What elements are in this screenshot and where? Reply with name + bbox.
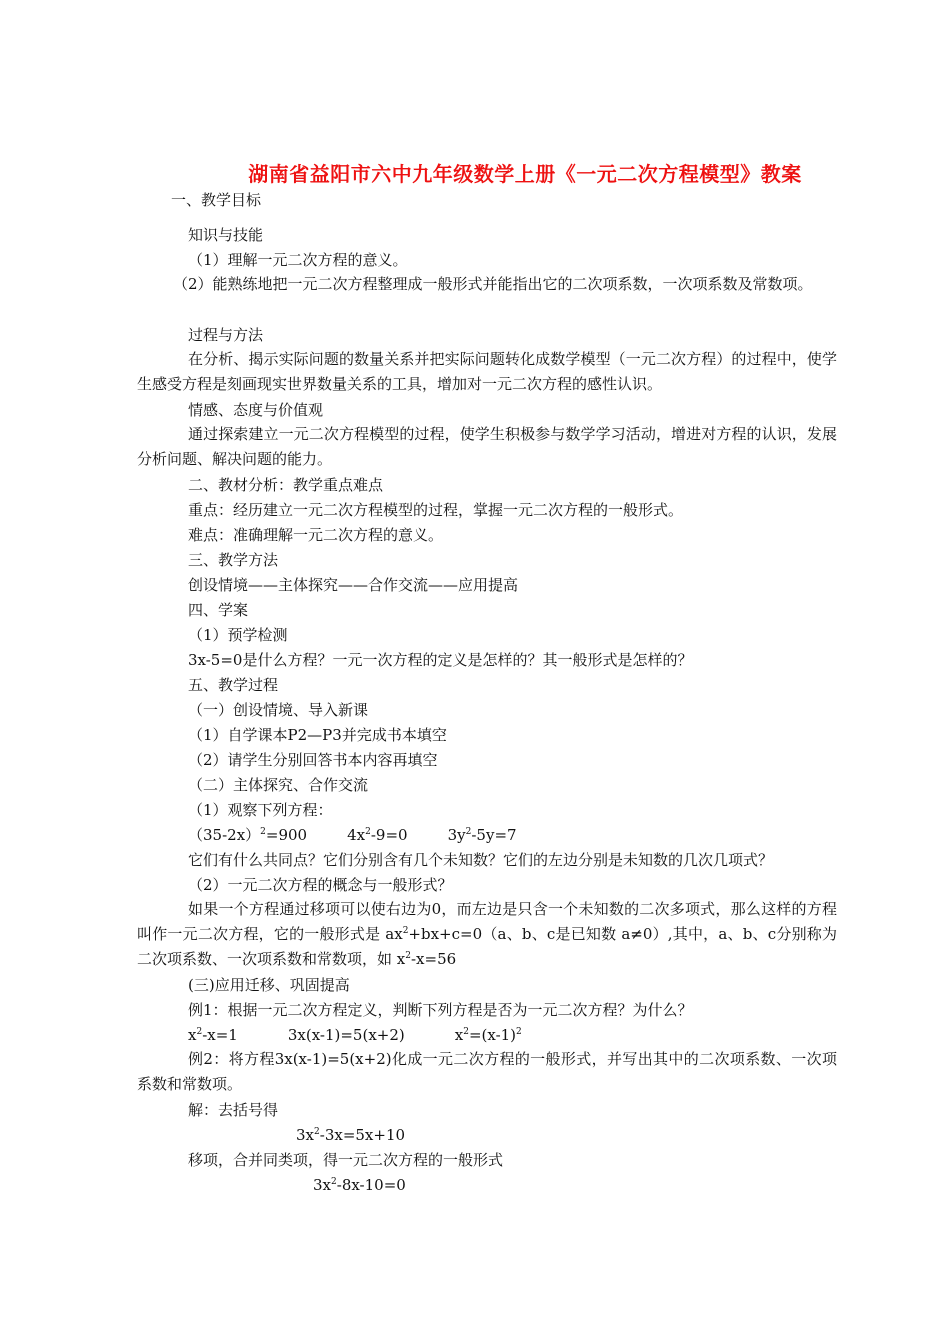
step1-item-2: （2）请学生分别回答书本内容再填空 [188, 751, 438, 769]
solution-intro: 解：去括号得 [188, 1101, 279, 1119]
emotion-text: 通过探索建立一元二次方程模型的过程，使学生积极参与数学学习活动，增进对方程的认识，发展分析问题、解决问题的能力。 [137, 425, 837, 468]
step1-heading: （一）创设情境、导入新课 [188, 701, 369, 719]
step3-heading: (三)应用迁移、巩固提高 [188, 976, 350, 994]
step1-item-1: （1）自学课本P2—P3并完成书本填空 [188, 726, 447, 744]
knowledge-item-2: （2）能熟练地把一元二次方程整理成一般形式并能指出它的二次项系数，一次项系数及常数项。 [173, 275, 813, 293]
emotion-heading: 情感、态度与价值观 [188, 401, 324, 419]
section-teaching-process: 五、教学过程 [188, 676, 279, 694]
knowledge-heading: 知识与技能 [188, 226, 264, 244]
ex1-equation-1: $x^2-x=1$ [188, 1026, 238, 1044]
difficult-point: 难点：准确理解一元二次方程的意义。 [188, 526, 444, 544]
solution-step: 移项，合并同类项，得一元二次方程的一般形式 [188, 1151, 504, 1169]
section-teaching-goals: 一、教学目标 [171, 191, 262, 209]
preview-heading: （1）预学检测 [188, 626, 288, 644]
solution-equation-1: $3x^2-3x=5x+10$ [296, 1126, 406, 1144]
equation-1: $(35-2x)^2=900$ [188, 826, 308, 844]
knowledge-item-1: （1）理解一元二次方程的意义。 [188, 251, 408, 269]
equation-2: $4x^2-9=0$ [347, 826, 408, 844]
process-text: 在分析、揭示实际问题的数量关系并把实际问题转化成数学模型（一元二次方程）的过程中，使学生感受方程是刻画现实世界数量关系的工具，增加对一元二次方程的感性认识。 [137, 350, 837, 393]
ex1-equation-2: 3x(x-1)=5(x+2) [287, 1026, 405, 1044]
preview-question: 3x-5=0是什么方程？一元一次方程的定义是怎样的？其一般形式是怎样的？ [188, 651, 693, 669]
solution-equation-2: $3x^2-8x-10=0$ [313, 1176, 406, 1194]
observe-equations [188, 825, 517, 845]
definition-paragraph: 如果一个方程通过移项可以使右边为0，而左边是只含一个未知数的二次多项式，那么这样的方程叫作一元二次方程，它的一般形式是 $ax^2+bx+c=0(a$、b、c是已知数 a≠0）,其中，a、b、c分别称为二次项系数、一次项系数和常数项，如 $x^2-x=56$ [137, 900, 837, 968]
section-teaching-method: 三、教学方法 [188, 551, 279, 569]
document-title: 湖南省益阳市六中九年级数学上册《一元二次方程模型》教案 [248, 162, 802, 186]
example-1-equations [188, 1025, 522, 1045]
process-heading: 过程与方法 [188, 326, 264, 344]
equation-3: $3y^2-5y=7$ [447, 826, 517, 844]
section-material-analysis: 二、教材分析：教学重点难点 [188, 476, 384, 494]
step2-question: 它们有什么共同点？它们分别含有几个未知数？它们的左边分别是未知数的几次几项式？ [188, 851, 774, 869]
step2-item-1: （1）观察下列方程： [188, 801, 333, 819]
key-point: 重点：经历建立一元二次方程模型的过程，掌握一元二次方程的一般形式。 [188, 501, 684, 519]
method-text: 创设情境——主体探究——合作交流——应用提高 [188, 576, 519, 594]
step2-heading: （二）主体探究、合作交流 [188, 776, 369, 794]
example-2: 例2：将方程3x(x-1)=5(x+2)化成一元二次方程的一般形式，并写出其中的二次项系数、一次项系数和常数项。 [137, 1050, 837, 1093]
example-1: 例1：根据一元二次方程定义，判断下列方程是否为一元二次方程？为什么？ [188, 1001, 693, 1019]
section-study-plan: 四、学案 [188, 601, 249, 619]
ex1-equation-3: $x^2=(x-1)^2$ [454, 1026, 522, 1044]
step2-item-2: （2）一元二次方程的概念与一般形式？ [188, 876, 453, 894]
